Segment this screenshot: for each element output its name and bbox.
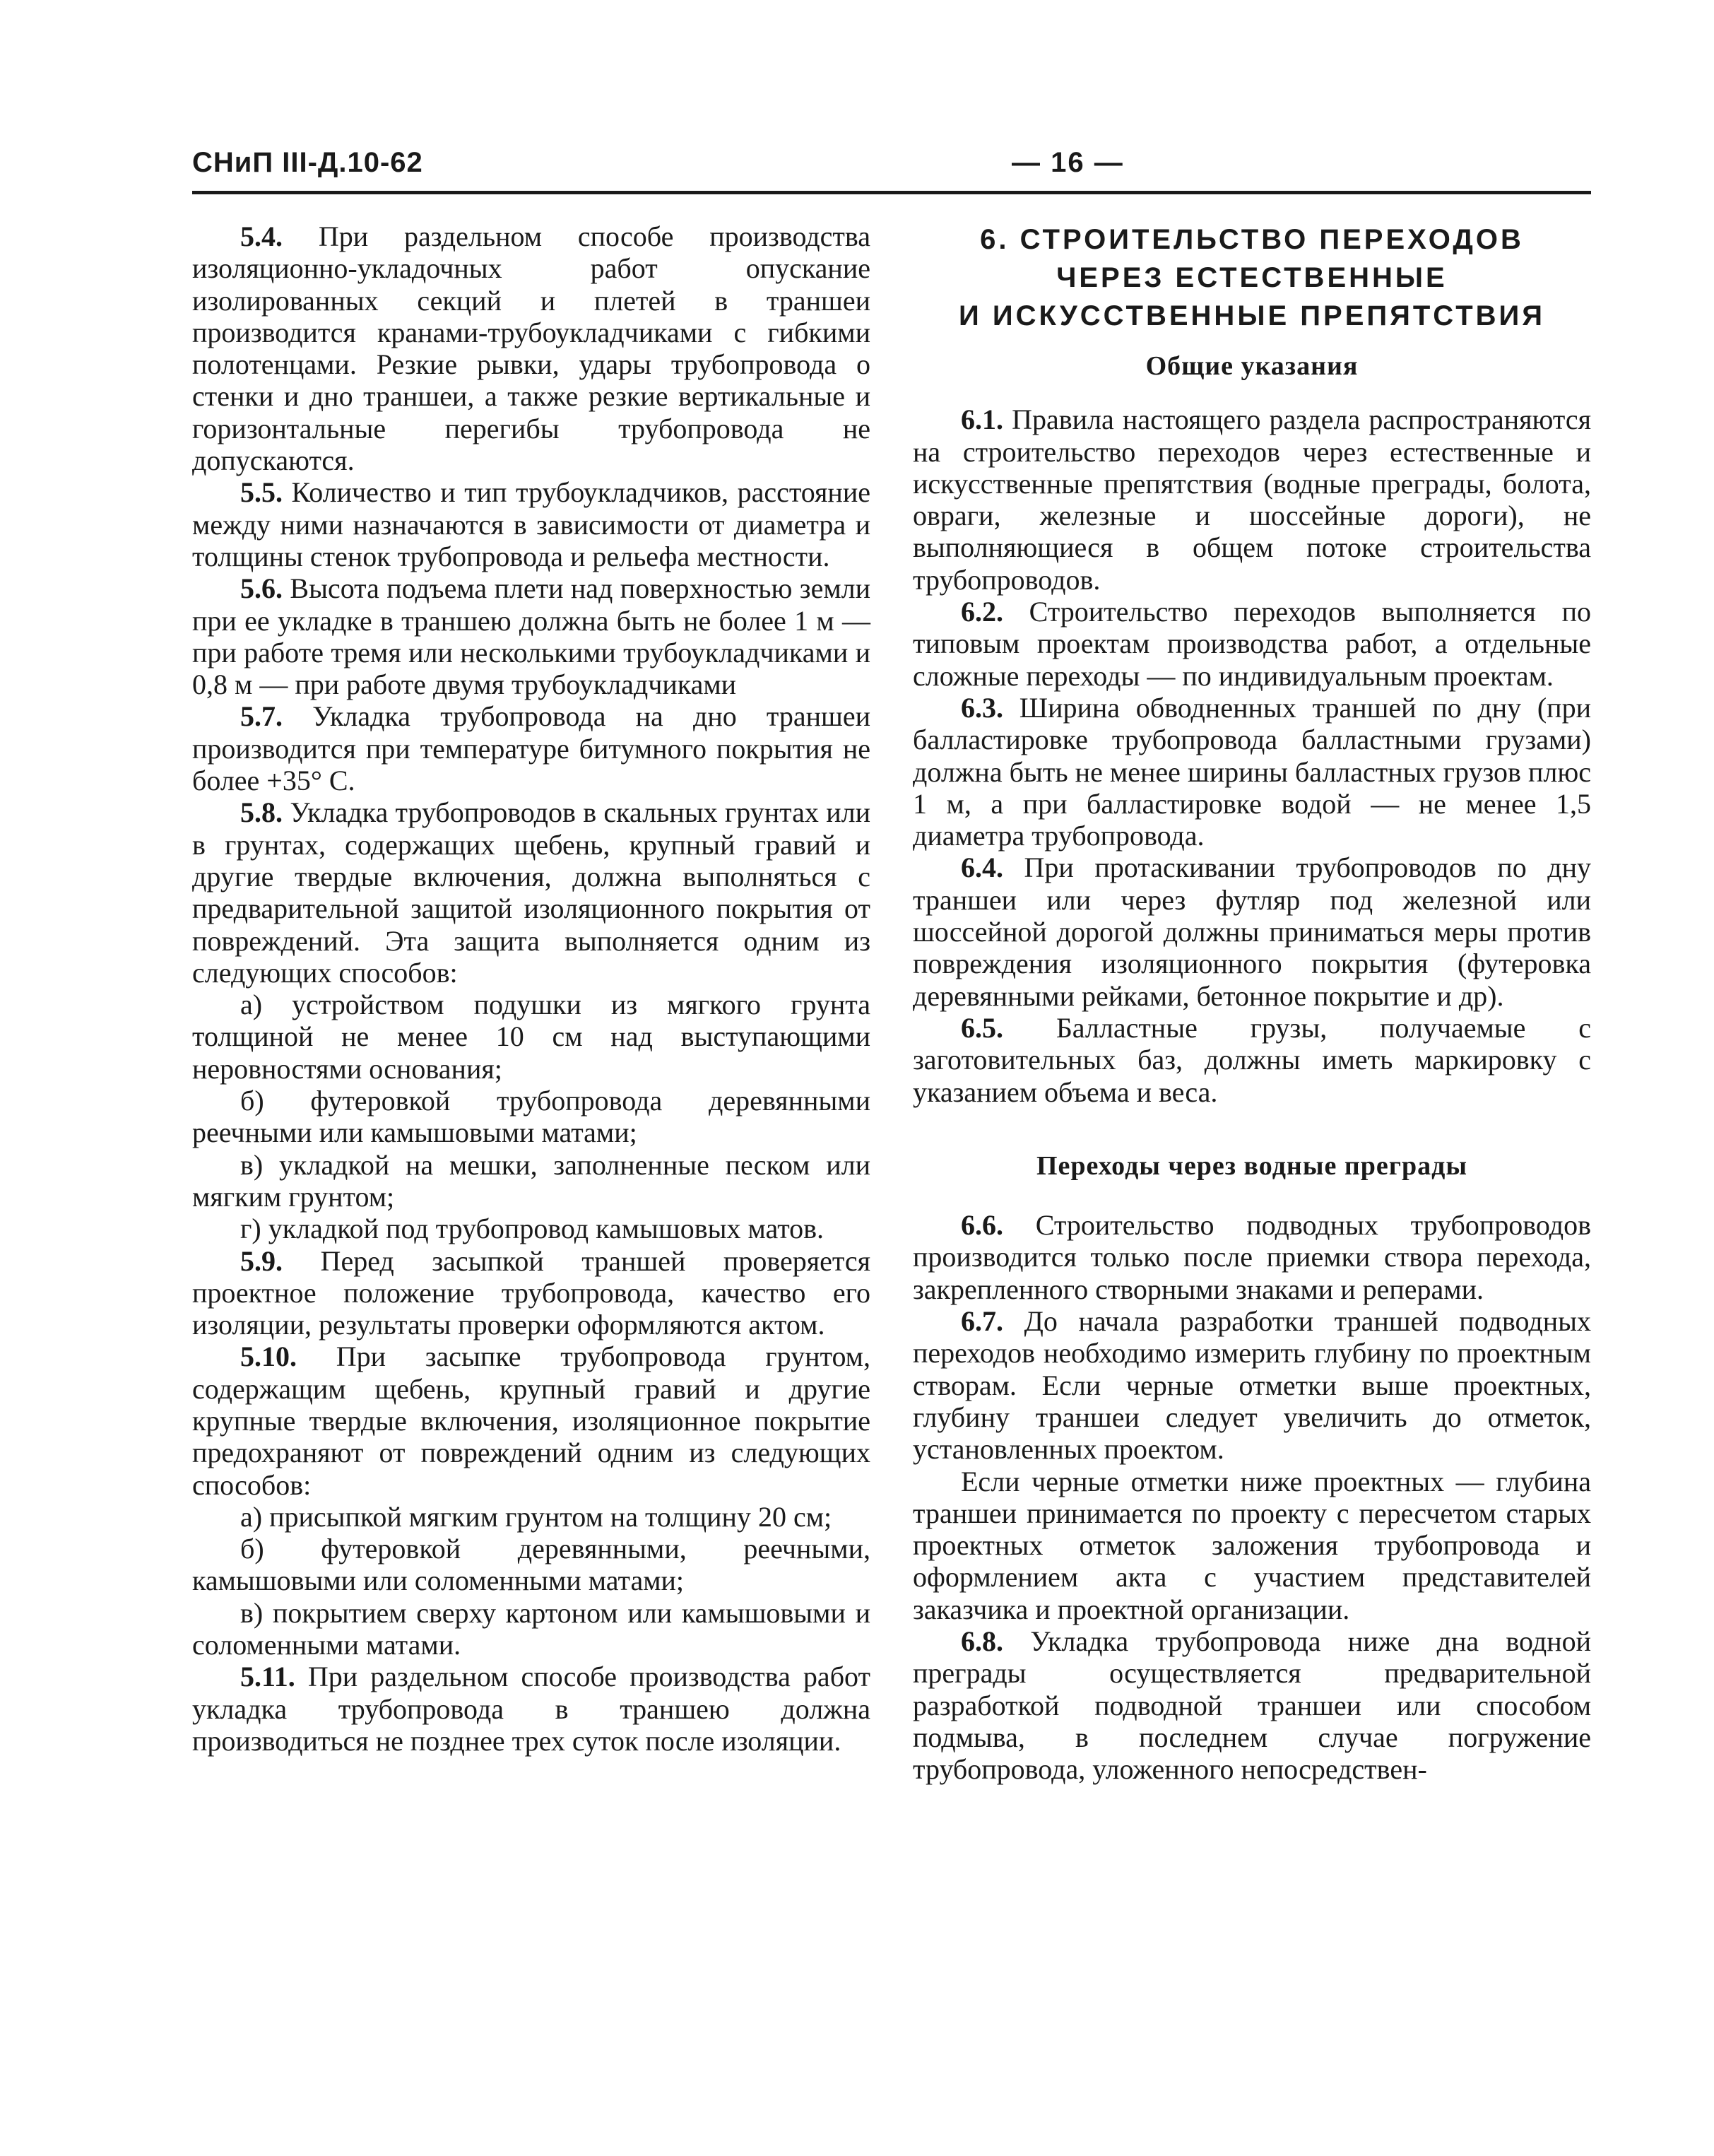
subheading-water-crossings: Переходы через водные преграды bbox=[1036, 1150, 1468, 1181]
list-item-text: в) укладкой на мешки, заполненные песком или мягким грунтом; bbox=[192, 1148, 870, 1213]
clause-number: 6.4. bbox=[961, 852, 1003, 884]
paragraph bbox=[913, 852, 1591, 1011]
list-item bbox=[192, 1597, 870, 1661]
clause-number: 5.9. bbox=[240, 1244, 283, 1277]
paragraph bbox=[913, 1625, 1591, 1785]
clause-text: Строительство подводных трубопроводов производится только после приемки створа перехода, закрепленного створными знаками и реперами. bbox=[913, 1209, 1591, 1305]
list-item bbox=[192, 1085, 870, 1149]
paragraph bbox=[192, 220, 870, 476]
clause-text: При раздельном способе производства изоляционно-укладочных работ опускание изолированных секций и плетей в траншеи производится кранами-трубоукладчиками с гибкими полотенцами. Резкие рывки, удары трубопровода о стенки и дно траншеи, а также резкие вертикальные и горизонтальные перегибы трубопровода не допускаются. bbox=[192, 220, 870, 477]
clause-number: 6.2. bbox=[961, 596, 1003, 628]
section-title-line: 6. СТРОИТЕЛЬСТВО ПЕРЕХОДОВ bbox=[980, 224, 1524, 255]
clause-number: 6.8. bbox=[961, 1625, 1003, 1657]
document-code: СНиП III-Д.10-62 bbox=[192, 147, 423, 178]
paragraph bbox=[192, 1661, 870, 1757]
list-item-text: в) покрытием сверху картоном или камышовыми и соломенными матами. bbox=[192, 1596, 870, 1661]
paragraph bbox=[913, 1305, 1591, 1465]
list-item bbox=[192, 1501, 870, 1533]
list-item-text: г) укладкой под трубопровод камышовых матов. bbox=[240, 1213, 825, 1245]
clause-number: 5.5. bbox=[240, 476, 283, 509]
clause-text: Правила настоящего раздела распространяются на строительство переходов через естественные и искусственные препятствия (водные преграды, болота, овраги, железные и шоссейные дороги), не выполняющиеся в общем потоке строительства трубопроводов. bbox=[913, 403, 1591, 596]
clause-number: 5.6. bbox=[240, 572, 283, 605]
clause-text: Укладка трубопровода на дно траншеи производится при температуре битумного покрытия не более +35° С. bbox=[192, 700, 870, 797]
page-header bbox=[192, 139, 1591, 194]
list-item-text: а) присыпкой мягким грунтом на толщину 20 см; bbox=[240, 1500, 832, 1533]
clause-number: 5.8. bbox=[240, 796, 283, 829]
clause-text: До начала разработки траншей подводных переходов необходимо измерить глубину по проектным створам. Если черные отметки выше проектных, глубину траншеи следует увеличить до отметок, установленных проектом. bbox=[913, 1305, 1591, 1466]
paragraph bbox=[192, 700, 870, 796]
paragraph bbox=[913, 596, 1591, 692]
clause-text: Если черные отметки ниже проектных — глубина траншеи принимается по проекту с пересчетом старых проектных отметок заложения трубопровода и оформлением акта с участием представителей заказчика и проектной организации. bbox=[913, 1465, 1591, 1625]
clause-number: 6.3. bbox=[961, 691, 1003, 724]
paragraph bbox=[913, 403, 1591, 596]
paragraph bbox=[192, 796, 870, 989]
page-number: — 16 — bbox=[1012, 147, 1124, 178]
clause-number: 5.4. bbox=[240, 220, 283, 252]
list-item-text: б) футеровкой деревянными, реечными, камышовыми или соломенными матами; bbox=[192, 1533, 870, 1597]
list-item-text: б) футеровкой трубопровода деревянными реечными или камышовыми матами; bbox=[192, 1085, 870, 1149]
paragraph bbox=[192, 1245, 870, 1341]
clause-text: При протаскивании трубопроводов по дну траншеи или через футляр под железной или шоссейной дорогой должны приниматься меры против повреждения изоляционного покрытия (футеровка деревянными рейками, бетонное покрытие и др). bbox=[913, 852, 1591, 1012]
clause-number: 6.5. bbox=[961, 1011, 1003, 1044]
paragraph bbox=[913, 1466, 1591, 1625]
right-column bbox=[913, 220, 1591, 1785]
clause-number: 5.11. bbox=[240, 1661, 295, 1693]
clause-text: Укладка трубопровода ниже дна водной преграды осуществляется предварительной разработкой подводной траншеи или способом подмыва, в последнем случае погружение трубопровода, уложенного непосредствен- bbox=[913, 1625, 1591, 1786]
paragraph bbox=[192, 1341, 870, 1500]
paragraph bbox=[913, 692, 1591, 852]
clause-text: Количество и тип трубоукладчиков, расстояние между ними назначаются в зависимости от диаметра и толщины стенок трубопровода и рельефа местности. bbox=[192, 476, 870, 572]
clause-text: Строительство переходов выполняется по типовым проектам производства работ, а отдельные сложные переходы — по индивидуальным проектам. bbox=[913, 596, 1591, 692]
paragraph bbox=[913, 1209, 1591, 1305]
clause-number: 6.6. bbox=[961, 1209, 1003, 1242]
list-item-text: а) устройством подушки из мягкого грунта толщиной не менее 10 см над выступающими неровностями основания; bbox=[192, 989, 870, 1085]
left-column bbox=[192, 220, 870, 1757]
clause-text: Высота подъема плети над поверхностью земли при ее укладке в траншею должна быть не более 1 м — при работе тремя или несколькими трубоукладчиками и 0,8 м — при работе двумя трубоукладчиками bbox=[192, 572, 870, 701]
clause-text: При раздельном способе производства работ укладка трубопровода в траншею должна производиться не позднее трех суток после изоляции. bbox=[192, 1661, 870, 1757]
clause-text: Ширина обводненных траншей по дну (при балластировке трубопровода балластными грузами) должна быть не менее ширины балластных грузов плюс 1 м, а при балластировке водой — не менее 1,5 диаметра трубопровода. bbox=[913, 691, 1591, 852]
list-item bbox=[192, 1149, 870, 1213]
clause-number: 5.7. bbox=[240, 700, 283, 733]
clause-text: При засыпке трубопровода грунтом, содержащим щебень, крупный гравий и другие крупные твердые включения, изоляционное покрытие предохраняют от повреждений одним из следующих способов: bbox=[192, 1341, 870, 1501]
clause-number: 5.10. bbox=[240, 1341, 297, 1373]
section-title bbox=[913, 220, 1591, 335]
list-item bbox=[192, 1533, 870, 1597]
paragraph bbox=[192, 572, 870, 700]
clause-text: Укладка трубопроводов в скальных грунтах или в грунтах, содержащих щебень, крупный гравий и другие твердые включения, должна выполняться с предварительной защитой изоляционного покрытия от повреждений. Эта защита выполняется одним из следующих способов: bbox=[192, 796, 870, 989]
paragraph bbox=[192, 476, 870, 572]
clause-text: Балластные грузы, получаемые с заготовительных баз, должны иметь маркировку с указанием объема и веса. bbox=[913, 1011, 1591, 1108]
paragraph bbox=[913, 1012, 1591, 1108]
clause-number: 6.1. bbox=[961, 403, 1003, 436]
subheading-general: Общие указания bbox=[1145, 351, 1359, 381]
list-item bbox=[192, 1213, 870, 1244]
section-title-line: И ИСКУССТВЕННЫЕ ПРЕПЯТСТВИЯ bbox=[958, 300, 1546, 331]
section-title-line: ЧЕРЕЗ ЕСТЕСТВЕННЫЕ bbox=[1056, 262, 1448, 293]
list-item bbox=[192, 989, 870, 1085]
clause-text: Перед засыпкой траншей проверяется проектное положение трубопровода, качество его изоляции, результаты проверки оформляются актом. bbox=[192, 1244, 870, 1341]
clause-number: 6.7. bbox=[961, 1305, 1003, 1338]
